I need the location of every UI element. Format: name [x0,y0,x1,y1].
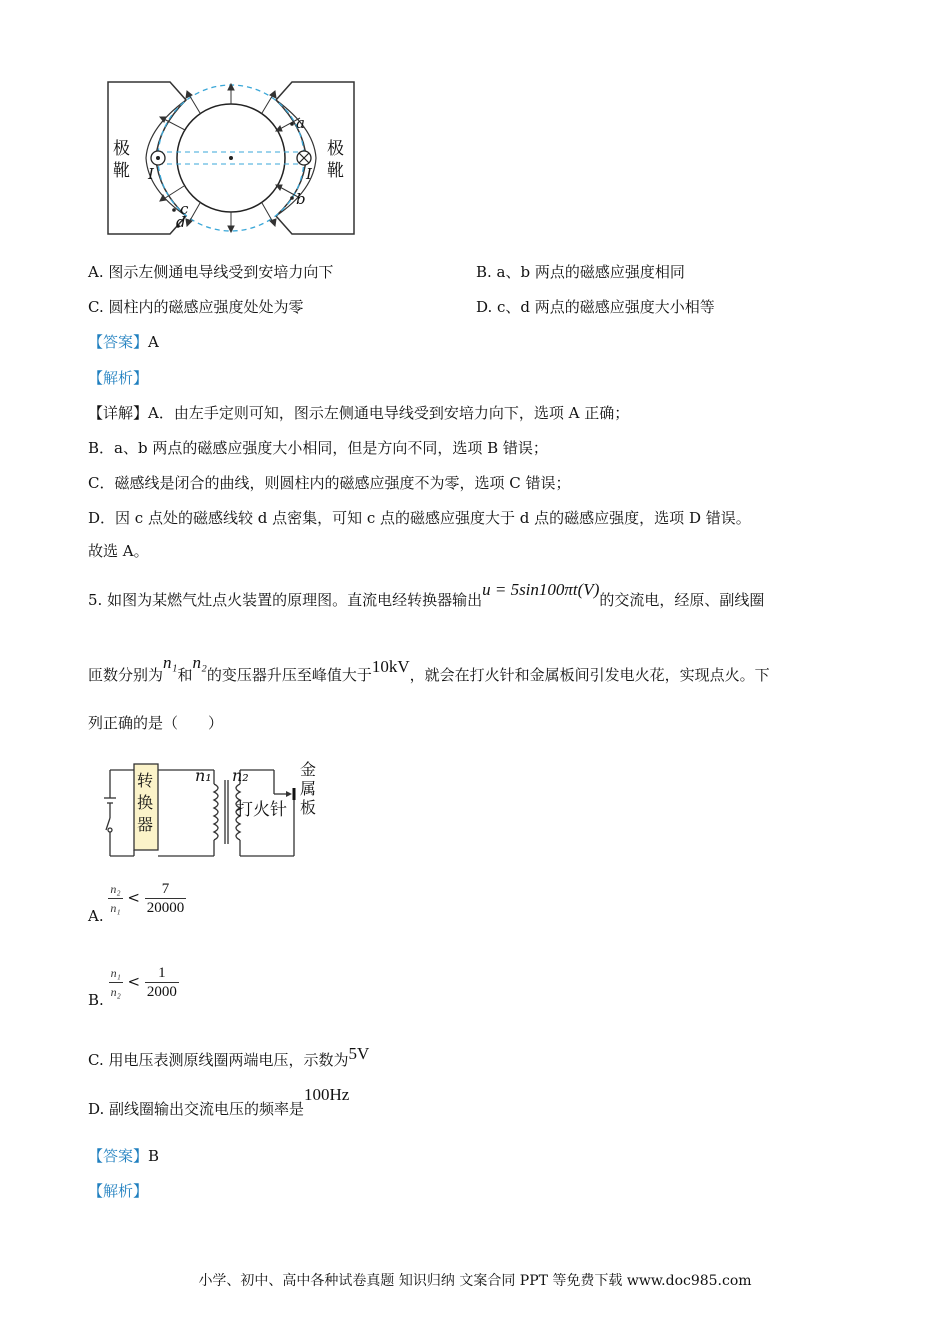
converter-label: 转 换 器 [137,771,154,834]
q5-stem-line2 [88,653,770,685]
stem1-text-b: 的交流电，经原、副线圈 [599,591,765,609]
point-b-label: b [296,190,306,208]
and-text: 和 [177,666,193,684]
value-5v: 5V [348,1044,370,1063]
option-c-text: C. 用电压表测原线圈两端电压，示数为 [88,1051,349,1069]
q5-stem-line1 [88,580,765,610]
option-b-prefix: B. [88,990,104,1009]
option-a-prefix: A. [88,906,104,925]
needle-label: 打火针 [236,800,287,820]
q5-option-a [88,880,186,925]
q4-analysis-tag: 【解析】 [88,369,149,387]
ratio-n1-n2: $\frac{\text{n₁}}{\text{n₂}}$ [110,966,121,999]
q4-option-b: B. a、b 两点的磁感应强度相同 [476,263,685,281]
q5-analysis-tag: 【解析】 [88,1182,149,1200]
ratio-n2-n1: $\frac{\text{n₂}}{\text{n₁}}$ [110,882,121,915]
q5-option-c [88,1044,370,1070]
q4-option-c: C. 圆柱内的磁感应强度处处为零 [88,298,304,316]
current-left-label: I [148,165,154,183]
answer-tag: 【答案】 [88,333,149,351]
q4-detail-a [88,403,629,423]
label-left-polepiece: 极 靴 [113,139,130,181]
rhs-1-over-2000: $\frac{1}{2000}$ [146,965,177,1000]
primary-coil-label: n₁ [195,766,212,785]
secondary-coil-label: n₂ [232,766,249,785]
q4-answer [88,332,159,352]
stem1-text-a: 5. 如图为某燃气灶点火装置的原理图。直流电经转换器输出 [88,591,483,609]
q4-option-d: D. c、d 两点的磁感应强度大小相等 [476,298,715,316]
n1-symbol: n₁ [163,653,178,672]
pole-shoe-figure [100,78,362,240]
metal-plate-label: 金 属 板 [300,760,317,817]
stem2-text-c: ，就会在打火针和金属板间引发电火花，实现点火。下 [409,666,770,684]
option-d-text: D. 副线圈输出交流电压的频率是 [88,1100,305,1118]
current-right-label: I [306,165,312,183]
value-100hz: 100Hz [304,1085,350,1104]
stem2-text-a: 匝数分别为 [88,666,164,684]
detail-tag: 【详解】 [88,404,149,422]
voltage-formula: u = 5sin100πt(V) [482,580,600,599]
label-right-polepiece: 极 靴 [327,139,344,181]
q5-option-d [88,1085,350,1119]
answer-value: A [148,333,159,351]
point-d-label: d [176,213,186,231]
detail-a-text: A．由左手定则可知，图示左侧通电导线受到安培力向下，选项 A 正确； [148,404,630,422]
n2-symbol: n₂ [192,653,207,672]
q4-detail-c: C．磁感线是闭合的曲线，则圆柱内的磁感应强度不为零，选项 C 错误； [88,474,571,492]
q4-conclusion: 故选 A。 [88,542,149,560]
stem2-text-b: 的变压器升压至峰值大于 [206,666,372,684]
point-a-label: a [296,114,305,132]
q4-detail-b: B．a、b 两点的磁感应强度大小相同，但是方向不同，选项 B 错误； [88,439,548,457]
less-than-b: < [127,972,141,991]
q5-answer [88,1146,159,1166]
rhs-7-over-20000: $\frac{7}{20000}$ [146,881,185,916]
q5-option-b [88,964,179,1009]
voltage-10kv: 10kV [371,657,410,676]
point-c-label: c [180,200,189,218]
q4-detail-d: D．因 c 点处的磁感线较 d 点密集，可知 c 点的磁感应强度大于 d 点的磁感应强度，选项 D 错误。 [88,509,751,527]
q5-stem-line3: 列正确的是（ ） [88,714,224,732]
less-than-a: < [127,888,140,907]
q5-answer-value: B [148,1147,160,1165]
q4-option-a: A. 图示左侧通电导线受到安培力向下 [88,263,334,281]
q5-answer-tag: 【答案】 [88,1147,149,1165]
page-footer: 小学、初中、高中各种试卷真题 知识归纳 文案合同 PPT 等免费下载 www.doc985.com [198,1273,752,1289]
